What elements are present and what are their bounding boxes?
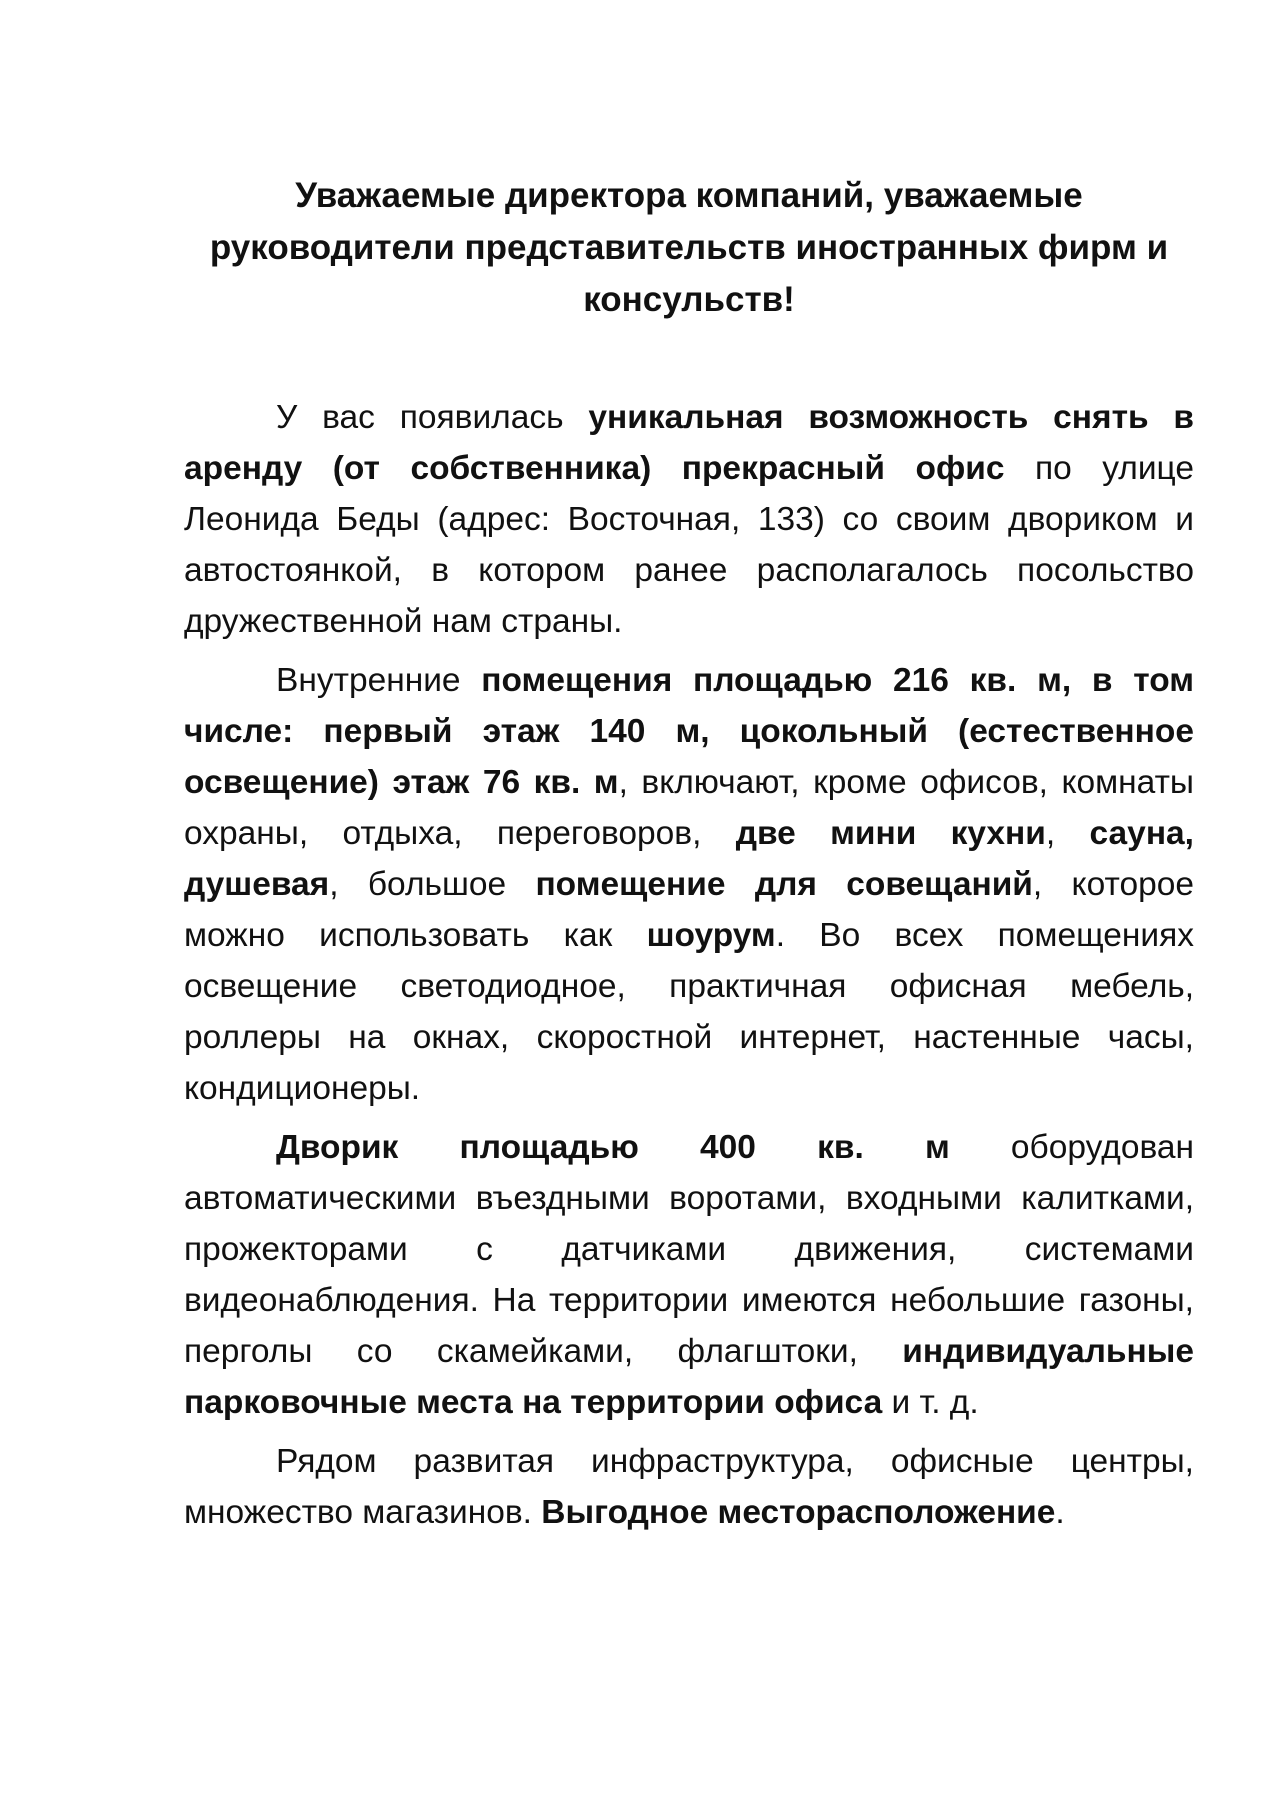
- text-segment: , которое можно использовать как: [184, 866, 1194, 954]
- text-segment: . Во всех помещениях освещение светодиодное, практичная офисная мебель, роллеры на окнах, скоростной интернет, настенные часы, кондиционеры.: [184, 917, 1195, 1107]
- text-segment: У вас появилась: [276, 399, 589, 436]
- text-segment: .: [1055, 1494, 1065, 1531]
- heading-line-2: руководители представительств иностранных фирм и: [209, 228, 1169, 267]
- bold-segment: уникальная возможность снять в аренду (от собственника) прекрасный офис: [184, 399, 1194, 487]
- text-segment: Рядом развитая инфраструктура, офисные центры, множество магазинов.: [184, 1443, 1194, 1531]
- bold-segment: сауна, душевая: [184, 815, 1194, 903]
- letter-heading: [184, 170, 1194, 326]
- text-segment: и т. д.: [882, 1384, 979, 1421]
- text-segment: ,: [1045, 815, 1090, 852]
- heading-line-3: консульств!: [583, 280, 795, 319]
- bold-segment: Выгодное месторасположение: [541, 1494, 1056, 1531]
- text-segment: , включают, кроме офисов, комнаты охраны, отдыха, переговоров,: [184, 764, 1194, 852]
- heading-line-1: Уважаемые директора компаний, уважаемые: [295, 176, 1083, 215]
- bold-segment: индивидуальные парковочные места на территории офиса: [184, 1333, 1194, 1421]
- paragraph-yard: [184, 1122, 1194, 1428]
- text-segment: по улице Леонида Беды (адрес: Восточная, 133) со своим двориком и автостоянкой, в котором ранее располагалось посольство дружественной нам страны.: [184, 450, 1194, 640]
- bold-segment: помещение для совещаний: [535, 866, 1033, 903]
- paragraph-offer: [184, 392, 1194, 647]
- text-segment: оборудован автоматическими въездными воротами, входными калитками, прожекторами с датчиками движения, системами видеонаблюдения. На территории имеются небольшие газоны, перголы со скамейками, флагштоки,: [184, 1129, 1194, 1370]
- text-segment: Внутренние: [276, 662, 482, 699]
- paragraph-premises: [184, 655, 1194, 1114]
- bold-segment: шоурум: [646, 917, 776, 954]
- text-segment: , большое: [329, 866, 536, 903]
- bold-segment: Дворик площадью 400 кв. м: [276, 1129, 950, 1166]
- paragraph-location: [184, 1436, 1194, 1538]
- document-page: [184, 170, 1194, 1546]
- bold-segment: помещения площадью 216 кв. м, в том числе: первый этаж 140 м, цокольный (естественное освещение) этаж 76 кв. м: [184, 662, 1195, 801]
- bold-segment: две мини кухни: [735, 815, 1046, 852]
